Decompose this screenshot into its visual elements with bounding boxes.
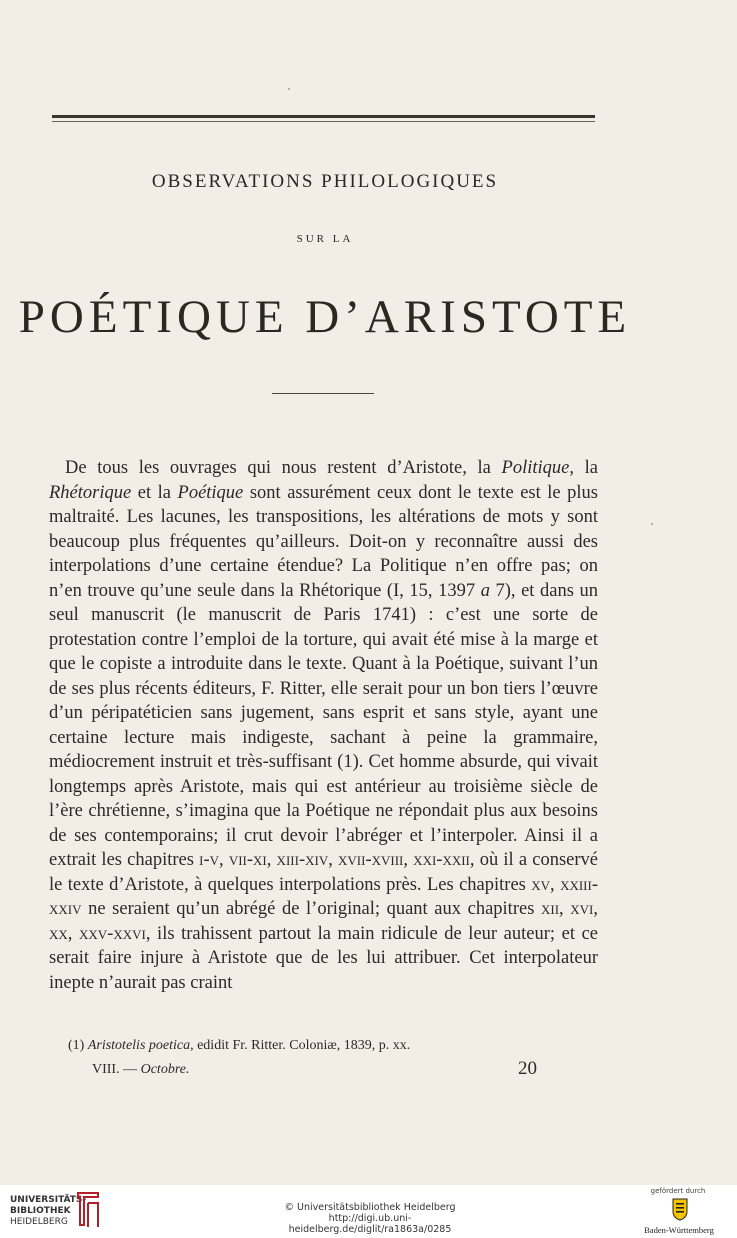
footer-copyright [250, 1202, 490, 1235]
sponsor-label: gefördert durch [650, 1187, 706, 1195]
footnote-marker: (1) [68, 1038, 85, 1053]
body-segment: De tous les ouvrages qui nous restent d’Aristote, la [65, 458, 502, 478]
body-segment: et la [131, 482, 178, 503]
footnote [68, 1038, 568, 1054]
body-segment: ne seraient qu’un abrégé de l’original; quant aux chapitres [81, 899, 541, 919]
body-segment: , la [569, 458, 598, 478]
title-line-1: OBSERVATIONS PHILOLOGIQUES [151, 171, 499, 192]
body-segment: sont assurément ceux dont le texte est le plus maltraité. Les lacunes, les transpositions, les altérations de mots y sont beaucoup plus fréquentes qu’ailleurs. Doit-on y reconnaître aussi des interpolations d’une certaine étendue? La Politique n’en offre pas; on n’en trouve qu’une seule dans la Rhétorique (I, 15, 1397 [49, 482, 599, 601]
main-title: POÉTIQUE D’ARISTOTE [18, 291, 632, 343]
sponsor-name: Baden-Württemberg [644, 1225, 714, 1235]
body-segment: Rhétorique [49, 482, 132, 503]
body-segment: a [480, 580, 490, 601]
footnote-work: Aristotelis poetica [87, 1038, 191, 1053]
copyright-text: © Universitätsbibliothek Heidelberg [284, 1202, 456, 1213]
header-rule-thick [52, 115, 595, 118]
library-logo-text: UNIVERSITÄTS- BIBLIOTHEK HEIDELBERG [10, 1195, 87, 1227]
title-divider [272, 393, 374, 394]
body-segment: , ils trahissent partout la main ridicule de leur auteur; et ce serait faire injure à Aristote que de les lui attribuer. Cet interpolateur inepte n’aurait pas craint [49, 923, 598, 993]
body-segment: Politique [501, 458, 570, 478]
signature-volume: VIII. — Octobre. [92, 1062, 190, 1077]
body-paragraph [49, 456, 598, 995]
signature-line [92, 1060, 552, 1082]
title-line-2: SUR LA [296, 233, 354, 245]
body-segment: xv, xxiii-xxiv [49, 874, 599, 919]
body-segment: , où il a conservé le texte d’Aristote, à quelques interpolations près. Les chapitres [49, 850, 598, 895]
library-logo-icon [74, 1191, 102, 1229]
header-rule-thin [52, 121, 595, 122]
page-signature-number: 20 [518, 1058, 537, 1079]
footnote-rest: , edidit Fr. Ritter. Coloniæ, 1839, p. xx. [190, 1038, 411, 1053]
signature-month: Octobre. [140, 1062, 190, 1077]
source-url[interactable]: http://digi.ub.uni-heidelberg.de/diglit/ra1863a/0285 [288, 1213, 452, 1235]
body-segment: xii, xvi, xx, xxv-xxvi [49, 899, 599, 944]
body-segment: 7), et dans un seul manuscrit (le manuscrit de Paris 1741) : c’est une sorte de protestation contre l’emploi de la torture, qui avait été mise à la marge et que le copiste a introduite dans le texte. Quant à la Poétique, suivant l’un de ses plus récents éditeurs, F. Ritter, elle serait pour un bon tiers l’œuvre d’un péripatéticien sans jugement, sans esprit et sans style, ayant une certaine lecture mais indigeste, sachant à peine la grammaire, médiocrement instruit et très-suffisant (1). Cet homme absurde, qui vivait longtemps après Aristote, mais qui est antérieur au troisième siècle de l’ère chrétienne, s’imagina que la Poétique ne répondait plus aux besoins de ses contemporains; il crut devoir l’abréger et l’interpoler. Ainsi il a extrait les chapitres [49, 580, 598, 870]
footer-bar [0, 1185, 737, 1238]
body-segment: i-v, vii-xi, xiii-xiv, xvii-xviii, xxi-xxii [199, 850, 470, 870]
body-segment: Poétique [177, 482, 244, 503]
baden-wuerttemberg-emblem-icon [671, 1197, 689, 1221]
